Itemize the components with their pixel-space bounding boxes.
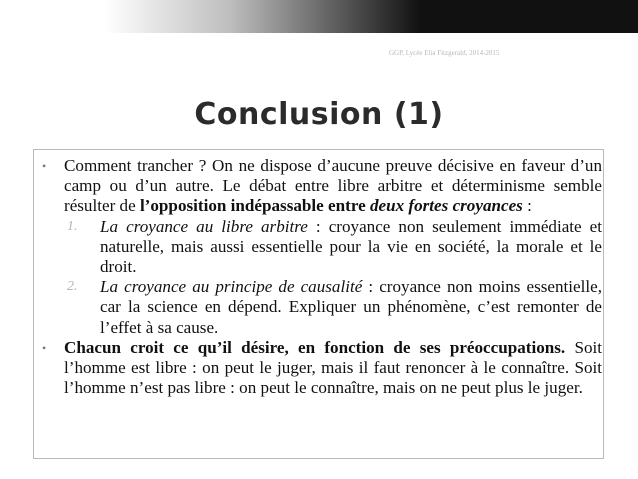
bullet-1-bold: l’opposition indépassable entre (139, 196, 370, 216)
bullet-2-bold: Chacun croit ce qu’il désire, en fonction de ses préoccupations. (64, 337, 566, 357)
bullet-marker: • (42, 159, 47, 173)
bullet-item-2 (40, 338, 602, 399)
slide-title: Conclusion (1) (194, 97, 444, 132)
sub-item-number: 1. (67, 218, 78, 234)
sub-item-2 (40, 277, 602, 338)
sub-item-1-text: : croyance non seulement immédiate et naturelle, mais aussi essentielle pour la vie en société, la morale et le droit. (100, 216, 603, 277)
sub-item-1 (40, 217, 602, 278)
sub-item-number: 2. (67, 279, 78, 295)
bullet-marker: • (42, 340, 47, 355)
bullet-1-bold-italic: deux fortes croyances (369, 196, 523, 216)
top-banner-gradient (0, 0, 420, 33)
bullet-1-text: Comment trancher ? On ne dispose d’aucune preuve décisive en faveur d’un camp ou d’un autre. Le débat entre libre arbitre et déterminisme semble résulter de (64, 156, 602, 216)
sub-item-1-lead: La croyance au libre arbitre (100, 216, 308, 236)
bullet-2-text: Soit l’homme est libre : on peut le juger, mais il faut renoncer à le connaître. Soit l’homme n’est pas libre : on peut le connaître, mais on ne peut plus le juger. (64, 337, 602, 398)
slide-header-note: GGP, Lycée Elia Fitzgerald, 2014-2015 (389, 49, 500, 57)
slide-body (40, 156, 602, 398)
bullet-item-1 (40, 156, 602, 217)
sub-item-2-lead: La croyance au principe de causalité (100, 277, 363, 297)
sub-item-2-text: : croyance non moins essentielle, car la science en dépend. Expliquer un phénomène, c’est remonter de l’effet à sa cause. (100, 277, 602, 337)
bullet-1-colon: : (522, 196, 532, 216)
